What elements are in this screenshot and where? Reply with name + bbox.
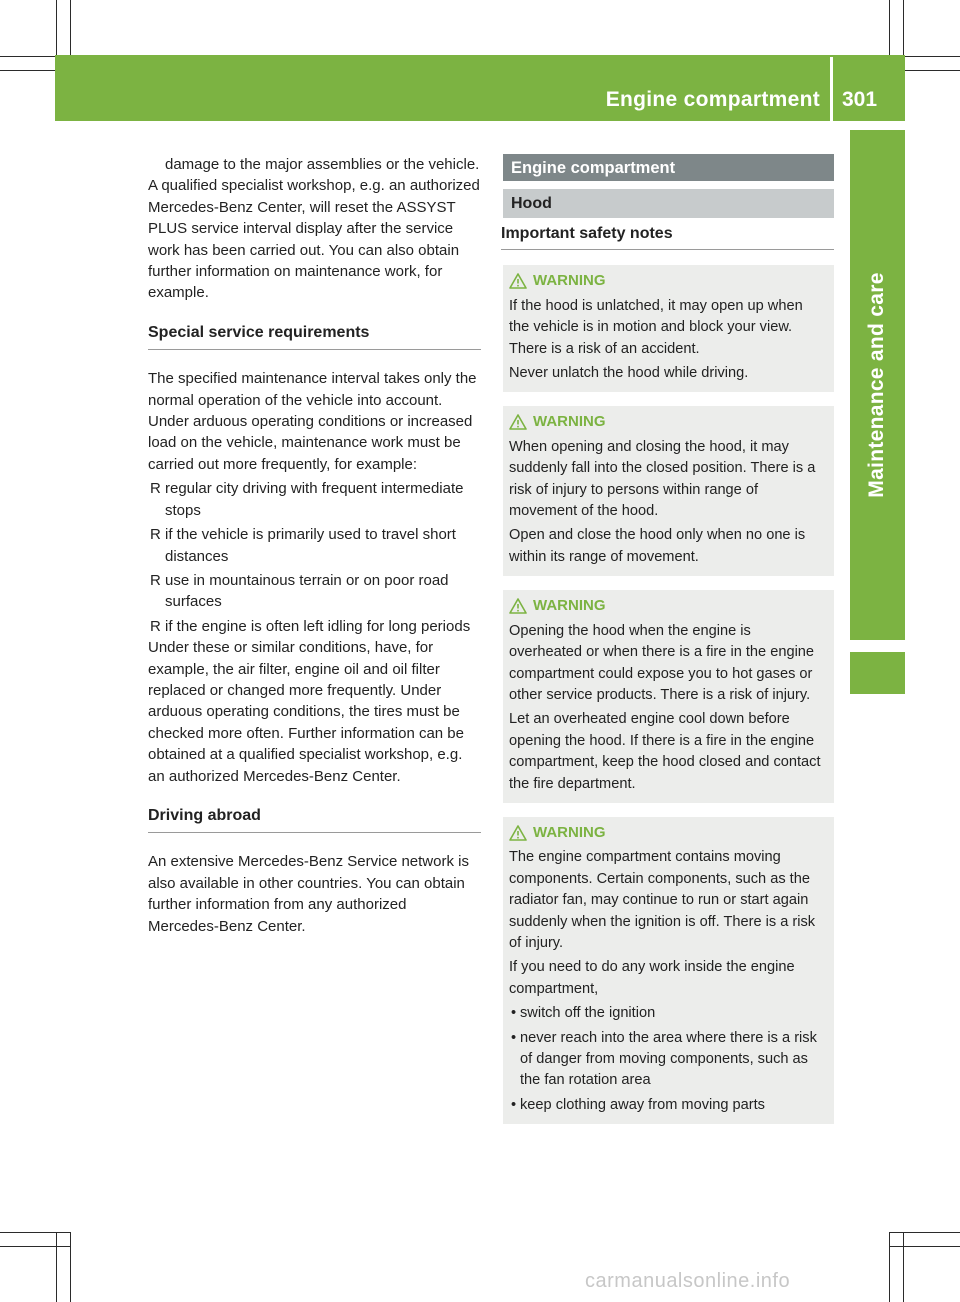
warning-title: WARNING bbox=[533, 413, 606, 431]
warning-title: WARNING bbox=[533, 272, 606, 290]
right-column bbox=[503, 154, 834, 1124]
watermark: carmanualsonline.info bbox=[585, 1270, 791, 1292]
warning-text: The engine compartment contains moving components. Certain components, such as the radiator fan, may continue to run or start again suddenly when the ignition is off. There is a risk of injury. bbox=[509, 849, 816, 951]
warning-icon bbox=[509, 414, 527, 430]
warning-text: Let an overheated engine cool down before opening the hood. If there is a fire in the engine compartment, keep the hood closed and contact the fire department. bbox=[509, 711, 821, 792]
subsection-band: Hood bbox=[503, 189, 834, 218]
section-heading-abroad: Driving abroad bbox=[148, 805, 481, 833]
list-item: R use in mountainous terrain or on poor road surfaces bbox=[150, 571, 449, 611]
warning-text: Never unlatch the hood while driving. bbox=[509, 365, 749, 382]
bullet-icon: R bbox=[150, 480, 161, 498]
bullet-icon: • bbox=[511, 1029, 517, 1046]
crop-mark bbox=[903, 1232, 904, 1302]
header-divider bbox=[830, 57, 833, 121]
crop-mark bbox=[56, 1232, 57, 1302]
list-item: R if the engine is often left idling for long periods bbox=[148, 616, 481, 637]
section-band: Engine compartment bbox=[503, 154, 834, 181]
abroad-paragraph: An extensive Mercedes-Benz Service network is also available in other countries. You can obtain further information from any authorized Mercedes-Benz Center. bbox=[148, 853, 469, 935]
left-column bbox=[148, 154, 481, 937]
warning-icon bbox=[509, 598, 527, 614]
crop-mark bbox=[890, 1246, 960, 1247]
bullet-icon: R bbox=[150, 571, 161, 589]
section-heading-special: Special service requirements bbox=[148, 322, 481, 350]
bullet-icon: • bbox=[511, 1096, 517, 1113]
crop-mark bbox=[70, 1232, 71, 1302]
special-after-paragraph: Under these or similar conditions, have, for example, the air filter, engine oil and oil filter replaced or changed more frequently. Under arduous operating conditions, the tires must be checked more often. Further information can be obtained at a qualified specialist workshop, e.g. an authorized Mercedes-Benz Center. bbox=[148, 639, 464, 785]
warning-title: WARNING bbox=[533, 597, 606, 615]
warning-box bbox=[503, 406, 834, 576]
side-tab-label: Maintenance and care bbox=[865, 272, 888, 498]
special-paragraph: The specified maintenance interval takes only the normal operation of the vehicle into account. Under arduous operating conditions or increased load on the vehicle, maintenance work must be carried out more frequently, for example: bbox=[148, 370, 477, 473]
warning-box bbox=[503, 265, 834, 392]
warning-text: Opening the hood when the engine is overheated or when there is a fire in the engine compartment could expose you to hot gases or other service products. There is a risk of injury. bbox=[509, 622, 815, 703]
intro-continuation: damage to the major assemblies or the vehicle. bbox=[165, 156, 480, 173]
warning-text: If you need to do any work inside the engine compartment, bbox=[509, 959, 795, 997]
list-item: • keep clothing away from moving parts bbox=[509, 1095, 827, 1116]
warning-icon bbox=[509, 825, 527, 841]
header-title: Engine compartment bbox=[605, 88, 820, 111]
crop-mark bbox=[890, 1232, 960, 1233]
bullet-icon: R bbox=[150, 526, 161, 544]
page-number: 301 bbox=[842, 88, 878, 111]
crop-mark bbox=[889, 1232, 890, 1302]
list-item: • switch off the ignition bbox=[509, 1003, 827, 1024]
list-item: R if the vehicle is primarily used to travel short distances bbox=[150, 526, 456, 565]
intro-paragraph: A qualified specialist workshop, e.g. an authorized Mercedes-Benz Center, will reset the ASSYST PLUS service interval display after the service work has been carried out. You can also obtain further information on maintenance work, for example. bbox=[148, 177, 480, 302]
side-tab-marker bbox=[850, 652, 905, 694]
crop-mark bbox=[0, 1232, 70, 1233]
warning-icon bbox=[509, 273, 527, 289]
warning-text: If the hood is unlatched, it may open up when the vehicle is in motion and block your view. There is a risk of an accident. bbox=[509, 297, 803, 357]
bullet-icon: • bbox=[511, 1005, 517, 1022]
warning-box bbox=[503, 590, 834, 803]
warning-text: When opening and closing the hood, it may suddenly fall into the closed position. There is a risk of injury to persons within range of movement of the hood. bbox=[509, 438, 816, 520]
warning-box bbox=[503, 817, 834, 1124]
crop-mark bbox=[0, 1246, 70, 1247]
safety-heading: Important safety notes bbox=[501, 223, 834, 250]
warning-title: WARNING bbox=[533, 823, 606, 841]
list-item: • never reach into the area where there is a risk of danger from moving components, such as the fan rotation area bbox=[511, 1029, 817, 1089]
list-item: R regular city driving with frequent intermediate stops bbox=[150, 480, 464, 519]
warning-text: Open and close the hood only when no one is within its range of movement. bbox=[509, 527, 806, 565]
bullet-icon: R bbox=[150, 617, 161, 635]
